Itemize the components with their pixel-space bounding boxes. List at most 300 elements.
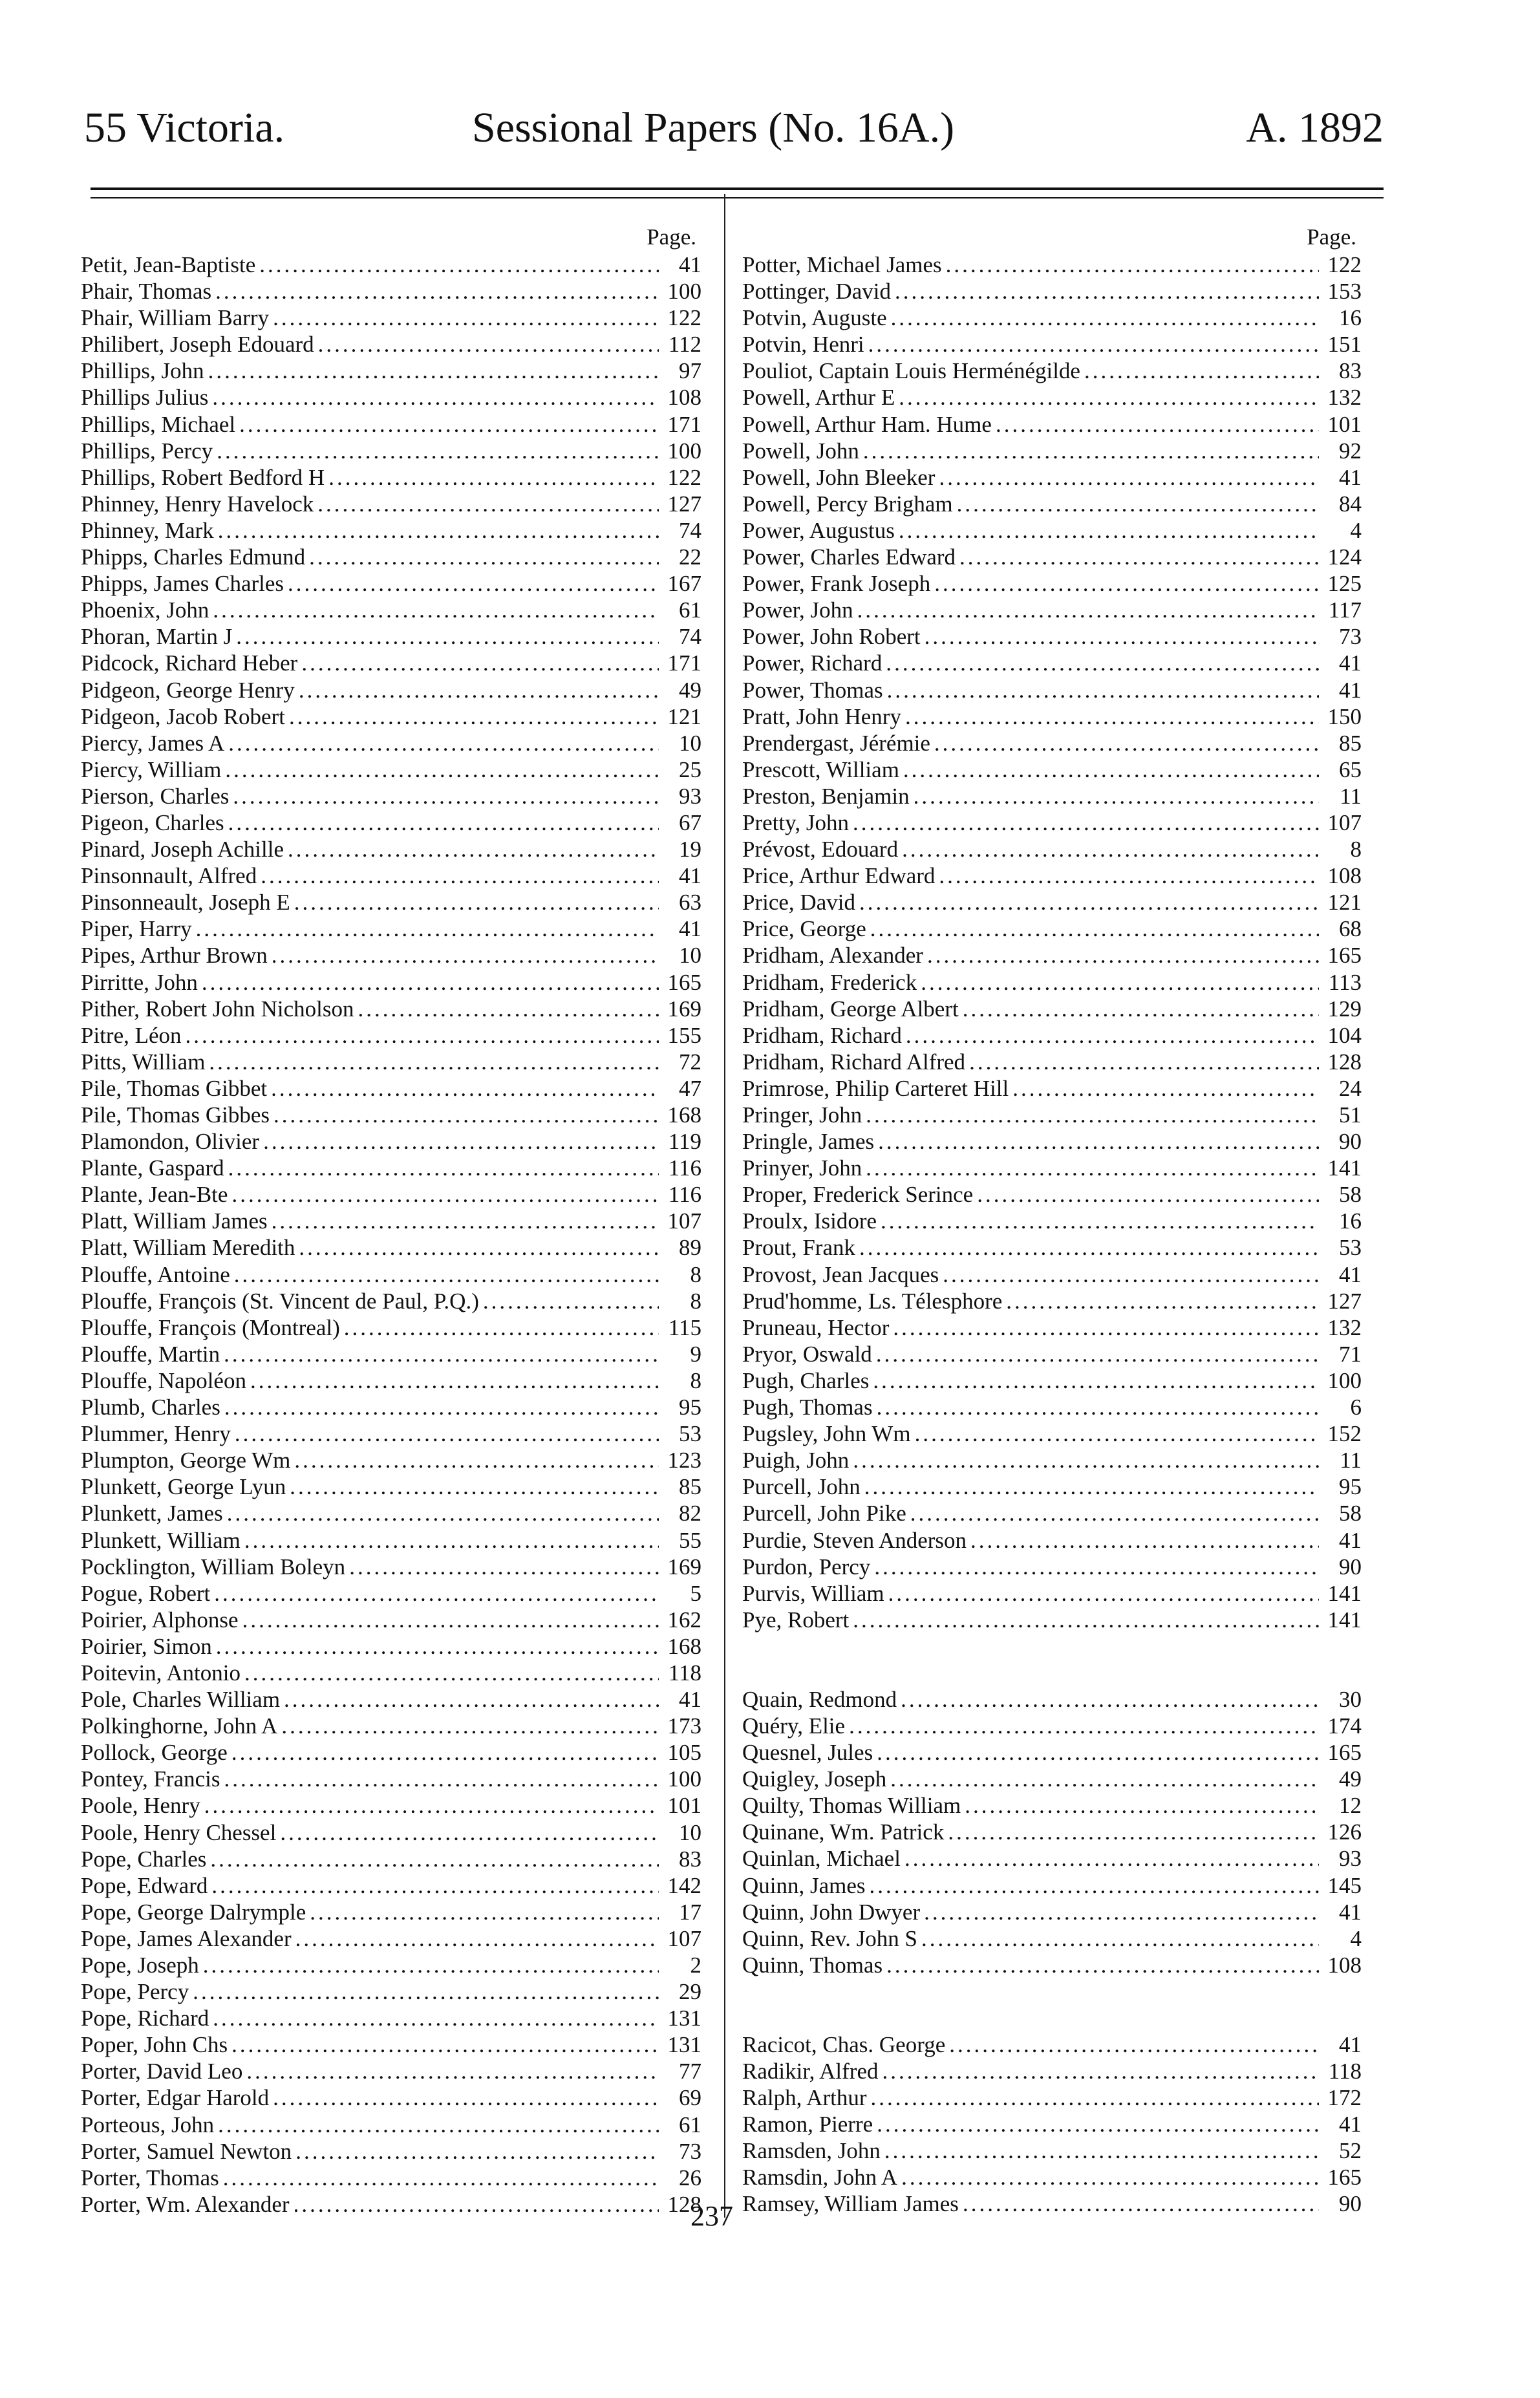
index-entry bbox=[81, 1208, 701, 1234]
entry-name: Potvin, Auguste bbox=[742, 305, 887, 331]
entry-name: Plunkett, James bbox=[81, 1501, 223, 1526]
dot-leader bbox=[934, 730, 1319, 756]
index-entry bbox=[742, 1341, 1362, 1367]
entry-page: 142 bbox=[667, 1872, 701, 1898]
entry-name: Quinlan, Michael bbox=[742, 1846, 901, 1872]
entry-name: Plouffe, Napoléon bbox=[81, 1367, 246, 1393]
index-entry bbox=[81, 1527, 701, 1554]
entry-name: Pope, Richard bbox=[81, 2006, 209, 2031]
index-entry bbox=[742, 384, 1362, 411]
index-entry bbox=[742, 2137, 1362, 2164]
index-entry bbox=[81, 1925, 701, 1952]
entry-page: 41 bbox=[679, 863, 701, 889]
entry-page: 116 bbox=[668, 1155, 701, 1181]
dot-leader bbox=[906, 1022, 1319, 1049]
entry-name: Poper, John Chs bbox=[81, 2032, 228, 2058]
entry-name: Pigeon, Charles bbox=[81, 809, 224, 835]
entry-name: Porter, David Leo bbox=[81, 2059, 243, 2084]
entry-name: Poole, Henry Chessel bbox=[81, 1819, 277, 1845]
entry-name: Prévost, Edouard bbox=[742, 837, 899, 862]
dot-leader bbox=[288, 836, 659, 862]
entry-page: 10 bbox=[679, 730, 701, 756]
index-entry bbox=[742, 1128, 1362, 1155]
entry-page: 41 bbox=[679, 252, 701, 277]
entry-page: 107 bbox=[1327, 809, 1362, 835]
letter-group-gap bbox=[742, 1978, 1362, 2031]
header-rule-thin bbox=[91, 197, 1384, 198]
entry-page: 83 bbox=[1339, 358, 1362, 384]
index-entry bbox=[81, 597, 701, 623]
index-entry bbox=[742, 1739, 1362, 1766]
entry-name: Pontey, Francis bbox=[81, 1766, 220, 1792]
dot-leader bbox=[203, 1952, 659, 1978]
dot-leader bbox=[309, 544, 659, 570]
entry-page: 5 bbox=[690, 1580, 701, 1606]
dot-leader bbox=[209, 1049, 659, 1075]
entry-page: 100 bbox=[667, 279, 701, 305]
index-entry bbox=[742, 915, 1362, 942]
dot-leader bbox=[299, 1234, 659, 1261]
dot-leader bbox=[235, 1420, 659, 1447]
dot-leader bbox=[212, 384, 659, 411]
index-entry bbox=[81, 252, 701, 278]
dot-leader bbox=[214, 1580, 659, 1607]
index-entry bbox=[81, 544, 701, 570]
dot-leader bbox=[881, 1208, 1319, 1234]
header-year: A. 1892 bbox=[1246, 104, 1384, 151]
entry-name: Power, John Robert bbox=[742, 624, 921, 650]
index-entry bbox=[81, 1819, 701, 1846]
dot-leader bbox=[273, 305, 659, 331]
entry-page: 2 bbox=[690, 1953, 701, 1978]
dot-leader bbox=[886, 1952, 1319, 1978]
dot-leader bbox=[228, 730, 659, 756]
entry-name: Petit, Jean-Baptiste bbox=[81, 252, 256, 277]
entry-page: 141 bbox=[1327, 1607, 1362, 1633]
entry-page: 131 bbox=[667, 2006, 701, 2031]
entry-name: Prendergast, Jérémie bbox=[742, 730, 930, 756]
dot-leader bbox=[957, 491, 1319, 517]
dot-leader bbox=[963, 2190, 1319, 2217]
entry-page: 41 bbox=[1339, 1261, 1362, 1287]
index-entry bbox=[742, 1208, 1362, 1234]
entry-name: Price, David bbox=[742, 890, 855, 915]
entry-name: Pile, Thomas Gibbet bbox=[81, 1075, 268, 1101]
index-entry bbox=[742, 2164, 1362, 2190]
dot-leader bbox=[853, 809, 1319, 836]
index-entry bbox=[81, 809, 701, 836]
entry-page: 172 bbox=[1327, 2085, 1362, 2111]
dot-leader bbox=[295, 1925, 659, 1952]
entry-name: Phillips, Percy bbox=[81, 438, 213, 464]
entry-name: Plumb, Charles bbox=[81, 1395, 220, 1420]
entry-page: 126 bbox=[1327, 1819, 1362, 1845]
index-entry bbox=[81, 783, 701, 809]
dot-leader bbox=[899, 384, 1319, 411]
dot-leader bbox=[853, 1447, 1319, 1473]
entry-page: 55 bbox=[679, 1527, 701, 1553]
index-entry bbox=[81, 1686, 701, 1713]
entry-page: 8 bbox=[1350, 837, 1362, 862]
dot-leader bbox=[213, 597, 659, 623]
entry-page: 118 bbox=[668, 1660, 701, 1686]
entry-page: 29 bbox=[679, 1979, 701, 2005]
entry-name: Pollock, George bbox=[81, 1740, 228, 1766]
index-entry bbox=[742, 1181, 1362, 1208]
entry-name: Pidgeon, Jacob Robert bbox=[81, 703, 285, 729]
index-entry bbox=[81, 1261, 701, 1288]
dot-leader bbox=[250, 1367, 659, 1394]
entry-name: Pither, Robert John Nicholson bbox=[81, 996, 354, 1022]
dot-leader bbox=[231, 1181, 659, 1208]
dot-leader bbox=[901, 2164, 1319, 2190]
entry-name: Quilty, Thomas William bbox=[742, 1793, 961, 1819]
dot-leader bbox=[299, 677, 659, 703]
entry-page: 53 bbox=[679, 1421, 701, 1447]
dot-leader bbox=[924, 1899, 1319, 1925]
entry-name: Phillips, Michael bbox=[81, 411, 236, 437]
entry-page: 74 bbox=[679, 517, 701, 543]
dot-leader bbox=[977, 1181, 1319, 1208]
dot-leader bbox=[893, 1314, 1319, 1341]
left-index-list bbox=[81, 252, 701, 2218]
index-entry bbox=[742, 1792, 1362, 1819]
index-entry bbox=[81, 1049, 701, 1075]
entry-name: Plunkett, William bbox=[81, 1527, 241, 1553]
dot-leader bbox=[910, 1500, 1319, 1526]
entry-page: 41 bbox=[1339, 650, 1362, 676]
entry-page: 124 bbox=[1327, 544, 1362, 570]
entry-page: 121 bbox=[667, 703, 701, 729]
dot-leader bbox=[877, 1394, 1319, 1420]
entry-name: Provost, Jean Jacques bbox=[742, 1261, 939, 1287]
dot-leader bbox=[946, 252, 1319, 278]
entry-page: 12 bbox=[1339, 1793, 1362, 1819]
dot-leader bbox=[1012, 1075, 1319, 1102]
dot-leader bbox=[874, 1554, 1319, 1580]
index-entry bbox=[81, 384, 701, 411]
entry-page: 52 bbox=[1339, 2138, 1362, 2164]
index-entry bbox=[742, 1845, 1362, 1872]
entry-name: Piper, Harry bbox=[81, 916, 192, 942]
dot-leader bbox=[877, 2111, 1319, 2137]
letter-group-gap bbox=[742, 1633, 1362, 1686]
entry-name: Phair, Thomas bbox=[81, 279, 212, 305]
entry-page: 152 bbox=[1327, 1421, 1362, 1447]
dot-leader bbox=[263, 1128, 659, 1155]
dot-leader bbox=[261, 862, 659, 889]
entry-name: Potvin, Henri bbox=[742, 332, 864, 358]
entry-page: 83 bbox=[679, 1846, 701, 1872]
dot-leader bbox=[218, 517, 659, 544]
entry-page: 26 bbox=[679, 2165, 701, 2190]
index-entry bbox=[81, 1846, 701, 1872]
entry-name: Philibert, Joseph Edouard bbox=[81, 332, 314, 358]
entry-name: Poitevin, Antonio bbox=[81, 1660, 241, 1686]
entry-page: 41 bbox=[679, 1687, 701, 1713]
dot-leader bbox=[213, 2005, 659, 2031]
index-entry bbox=[81, 2058, 701, 2084]
entry-name: Power, Thomas bbox=[742, 677, 883, 703]
dot-leader bbox=[939, 862, 1319, 889]
index-group bbox=[742, 2031, 1362, 2218]
index-entry bbox=[81, 305, 701, 331]
dot-leader bbox=[890, 1766, 1319, 1792]
dot-leader bbox=[196, 915, 659, 942]
entry-page: 41 bbox=[1339, 2031, 1362, 2057]
entry-page: 119 bbox=[668, 1129, 701, 1155]
dot-leader bbox=[996, 411, 1319, 438]
entry-name: Pope, George Dalrymple bbox=[81, 1899, 306, 1925]
dot-leader bbox=[242, 1607, 659, 1633]
entry-name: Pridham, Richard bbox=[742, 1022, 902, 1048]
index-entry bbox=[742, 517, 1362, 544]
dot-leader bbox=[943, 1261, 1319, 1288]
entry-page: 105 bbox=[667, 1740, 701, 1766]
dot-leader bbox=[921, 969, 1319, 996]
entry-page: 169 bbox=[667, 996, 701, 1022]
entry-name: Pitre, Léon bbox=[81, 1022, 182, 1048]
index-entry bbox=[81, 889, 701, 915]
dot-leader bbox=[870, 915, 1319, 942]
entry-page: 171 bbox=[667, 650, 701, 676]
entry-page: 122 bbox=[1327, 252, 1362, 277]
dot-leader bbox=[887, 677, 1319, 703]
entry-page: 127 bbox=[667, 491, 701, 517]
dot-leader bbox=[905, 703, 1319, 730]
entry-name: Price, Arthur Edward bbox=[742, 863, 936, 889]
entry-page: 121 bbox=[1327, 890, 1362, 915]
index-entry bbox=[81, 1288, 701, 1314]
entry-page: 90 bbox=[1339, 1129, 1362, 1155]
dot-leader bbox=[231, 2031, 659, 2058]
entry-page: 49 bbox=[1339, 1766, 1362, 1792]
entry-name: Quigley, Joseph bbox=[742, 1766, 887, 1792]
index-entry bbox=[742, 2084, 1362, 2111]
dot-leader bbox=[273, 2084, 659, 2111]
dot-leader bbox=[204, 1792, 659, 1819]
index-entry bbox=[742, 1925, 1362, 1952]
entry-page: 174 bbox=[1327, 1713, 1362, 1739]
entry-name: Pye, Robert bbox=[742, 1607, 850, 1633]
index-group bbox=[742, 252, 1362, 1633]
entry-name: Plante, Gaspard bbox=[81, 1155, 224, 1181]
entry-name: Prout, Frank bbox=[742, 1235, 855, 1261]
index-entry bbox=[81, 464, 701, 491]
entry-name: Quesnel, Jules bbox=[742, 1740, 873, 1766]
entry-page: 61 bbox=[679, 2112, 701, 2137]
dot-leader bbox=[228, 809, 659, 836]
entry-name: Pugsley, John Wm bbox=[742, 1421, 911, 1447]
index-entry bbox=[81, 1580, 701, 1607]
dot-leader bbox=[866, 1155, 1319, 1181]
index-entry bbox=[742, 1314, 1362, 1341]
index-entry bbox=[81, 915, 701, 942]
index-entry bbox=[742, 597, 1362, 623]
dot-leader bbox=[288, 570, 659, 597]
dot-leader bbox=[888, 1580, 1319, 1607]
dot-leader bbox=[873, 1367, 1319, 1394]
entry-name: Phillips, Robert Bedford H bbox=[81, 464, 325, 490]
entry-page: 122 bbox=[667, 464, 701, 490]
index-entry bbox=[81, 1075, 701, 1102]
entry-page: 116 bbox=[668, 1182, 701, 1208]
dot-leader bbox=[224, 1766, 659, 1792]
index-entry bbox=[742, 969, 1362, 996]
entry-name: Plouffe, Antoine bbox=[81, 1261, 230, 1287]
dot-leader bbox=[927, 942, 1319, 969]
entry-name: Pridham, Richard Alfred bbox=[742, 1049, 966, 1075]
header-title: Sessional Papers (No. 16A.) bbox=[472, 104, 955, 151]
entry-name: Purvis, William bbox=[742, 1580, 884, 1606]
entry-page: 162 bbox=[667, 1607, 701, 1633]
entry-page: 100 bbox=[1327, 1367, 1362, 1393]
entry-name: Quinane, Wm. Patrick bbox=[742, 1819, 945, 1845]
entry-page: 145 bbox=[1327, 1872, 1362, 1898]
index-entry bbox=[81, 730, 701, 756]
entry-name: Porter, Wm. Alexander bbox=[81, 2191, 290, 2217]
entry-page: 165 bbox=[1327, 943, 1362, 969]
dot-leader bbox=[969, 1049, 1319, 1075]
dot-leader bbox=[259, 252, 659, 278]
left-column bbox=[81, 223, 701, 2218]
dot-leader bbox=[246, 2058, 659, 2084]
entry-page: 173 bbox=[667, 1713, 701, 1739]
entry-name: Purcell, John bbox=[742, 1474, 861, 1500]
index-entry bbox=[742, 889, 1362, 915]
entry-name: Pottinger, David bbox=[742, 279, 891, 305]
index-entry bbox=[742, 862, 1362, 889]
entry-name: Pogue, Robert bbox=[81, 1580, 211, 1606]
entry-name: Platt, William Meredith bbox=[81, 1235, 295, 1261]
entry-page: 24 bbox=[1339, 1075, 1362, 1101]
entry-page: 25 bbox=[679, 756, 701, 782]
dot-leader bbox=[284, 1686, 659, 1713]
entry-name: Pidcock, Richard Heber bbox=[81, 650, 298, 676]
entry-name: Porter, Thomas bbox=[81, 2165, 219, 2190]
dot-leader bbox=[236, 623, 659, 650]
index-entry bbox=[742, 464, 1362, 491]
index-entry bbox=[742, 1899, 1362, 1925]
index-entry bbox=[742, 1580, 1362, 1607]
entry-page: 65 bbox=[1339, 756, 1362, 782]
dot-leader bbox=[208, 358, 659, 384]
dot-leader bbox=[210, 1846, 659, 1872]
index-entry bbox=[81, 1102, 701, 1128]
entry-name: Prud'homme, Ls. Télesphore bbox=[742, 1288, 1003, 1314]
index-entry bbox=[742, 1766, 1362, 1792]
dot-leader bbox=[234, 1261, 659, 1288]
dot-leader bbox=[859, 889, 1319, 915]
entry-page: 150 bbox=[1327, 703, 1362, 729]
entry-name: Ramsey, William James bbox=[742, 2191, 959, 2217]
entry-name: Plummer, Henry bbox=[81, 1421, 231, 1447]
entry-name: Radikir, Alfred bbox=[742, 2059, 879, 2084]
index-entry bbox=[81, 1473, 701, 1500]
entry-page: 101 bbox=[1327, 411, 1362, 437]
entry-page: 101 bbox=[667, 1793, 701, 1819]
dot-leader bbox=[864, 1473, 1319, 1500]
dot-leader bbox=[870, 1872, 1319, 1899]
dot-leader bbox=[224, 1394, 659, 1420]
dot-leader bbox=[193, 1978, 659, 2005]
index-entry bbox=[81, 358, 701, 384]
entry-page: 68 bbox=[1339, 916, 1362, 942]
page-number: 237 bbox=[690, 2200, 733, 2232]
index-entry bbox=[81, 2031, 701, 2058]
index-entry bbox=[742, 942, 1362, 969]
index-entry bbox=[742, 836, 1362, 862]
index-entry bbox=[742, 1872, 1362, 1899]
index-entry bbox=[742, 2031, 1362, 2058]
entry-name: Pouliot, Captain Louis Herménégilde bbox=[742, 358, 1080, 384]
index-entry bbox=[81, 438, 701, 464]
dot-leader bbox=[358, 996, 659, 1022]
entry-name: Piercy, James A bbox=[81, 730, 225, 756]
dot-leader bbox=[901, 1686, 1319, 1713]
entry-page: 8 bbox=[690, 1288, 701, 1314]
entry-name: Plante, Jean-Bte bbox=[81, 1182, 228, 1208]
index-entry bbox=[81, 2112, 701, 2138]
entry-name: Powell, John bbox=[742, 438, 859, 464]
entry-name: Pringle, James bbox=[742, 1129, 875, 1155]
entry-name: Quain, Redmond bbox=[742, 1686, 897, 1712]
index-entry bbox=[742, 1952, 1362, 1978]
column-divider bbox=[724, 194, 725, 2218]
entry-name: Quinn, Rev. John S bbox=[742, 1925, 917, 1951]
dot-leader bbox=[225, 756, 659, 783]
index-entry bbox=[742, 305, 1362, 331]
header-rule-thick bbox=[91, 187, 1384, 190]
entry-name: Primrose, Philip Carteret Hill bbox=[742, 1075, 1009, 1101]
index-entry bbox=[742, 1607, 1362, 1633]
entry-name: Potter, Michael James bbox=[742, 252, 942, 277]
entry-page: 168 bbox=[667, 1633, 701, 1659]
index-entry bbox=[81, 1128, 701, 1155]
dot-leader bbox=[233, 783, 659, 809]
entry-name: Poole, Henry bbox=[81, 1793, 200, 1819]
entry-page: 85 bbox=[679, 1474, 701, 1500]
entry-page: 132 bbox=[1327, 385, 1362, 411]
entry-page: 92 bbox=[1339, 438, 1362, 464]
entry-page: 165 bbox=[667, 969, 701, 995]
entry-name: Phoenix, John bbox=[81, 597, 209, 623]
index-entry bbox=[81, 1899, 701, 1925]
entry-page: 151 bbox=[1327, 332, 1362, 358]
dot-leader bbox=[295, 2138, 659, 2165]
index-entry bbox=[81, 1447, 701, 1473]
index-entry bbox=[81, 677, 701, 703]
entry-page: 104 bbox=[1327, 1022, 1362, 1048]
index-entry bbox=[81, 1234, 701, 1261]
dot-leader bbox=[891, 305, 1319, 331]
entry-page: 84 bbox=[1339, 491, 1362, 517]
entry-page: 74 bbox=[679, 624, 701, 650]
dot-leader bbox=[349, 1554, 659, 1580]
dot-leader bbox=[231, 1739, 659, 1766]
index-entry bbox=[81, 1660, 701, 1686]
entry-name: Puigh, John bbox=[742, 1448, 850, 1473]
index-entry bbox=[742, 411, 1362, 438]
dot-leader bbox=[294, 2191, 659, 2218]
entry-name: Pirritte, John bbox=[81, 969, 198, 995]
index-entry bbox=[81, 1420, 701, 1447]
entry-page: 169 bbox=[667, 1554, 701, 1579]
dot-leader bbox=[272, 1208, 659, 1234]
dot-leader bbox=[301, 650, 659, 676]
entry-page: 47 bbox=[679, 1075, 701, 1101]
dot-leader bbox=[290, 1473, 659, 1500]
